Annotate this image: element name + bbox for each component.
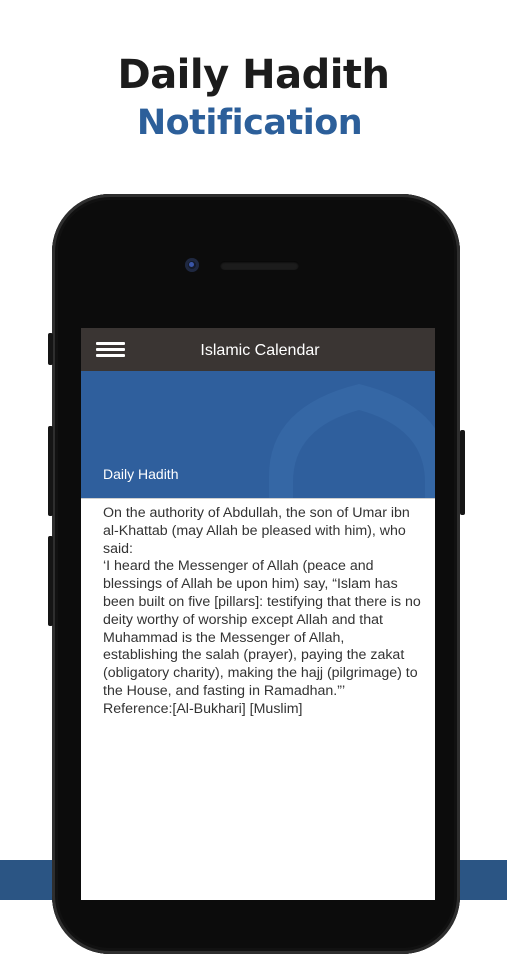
phone-mute-switch <box>48 333 53 365</box>
hadith-reference: Reference:[Al-Bukhari] [Muslim] <box>103 700 303 717</box>
app-bar <box>81 328 435 371</box>
earpiece-speaker <box>220 261 299 270</box>
section-title: Daily Hadith <box>103 466 179 482</box>
front-camera-icon <box>185 258 199 272</box>
mosque-arch-decoration <box>259 371 435 498</box>
promo-subtitle: Notification <box>136 103 363 143</box>
phone-volume-down <box>48 536 53 626</box>
app-bar-title: Islamic Calendar <box>200 342 320 359</box>
promo-title: Daily Hadith <box>117 52 390 98</box>
hadith-content <box>81 498 435 719</box>
phone-power-button <box>460 430 465 515</box>
phone-volume-up <box>48 426 53 516</box>
header-banner <box>81 371 435 498</box>
app-screen <box>81 328 435 900</box>
hadith-text: On the authority of Abdullah, the son of Umar ibn al-Khattab (may Allah be pleased with him), who said: ‘I heard the Messenger of Allah (peace and blessings of Allah be upon him) say, “Islam has been built on five [pillars]: testifying that there is no deity worthy of worship except Allah and that Muhammad is the Messenger of Allah, establishing the salah (prayer), paying the zakat (obligatory charity), making the hajj (pilgrimage) to the House, and fasting in Ramadhan.”’ <box>103 505 421 699</box>
